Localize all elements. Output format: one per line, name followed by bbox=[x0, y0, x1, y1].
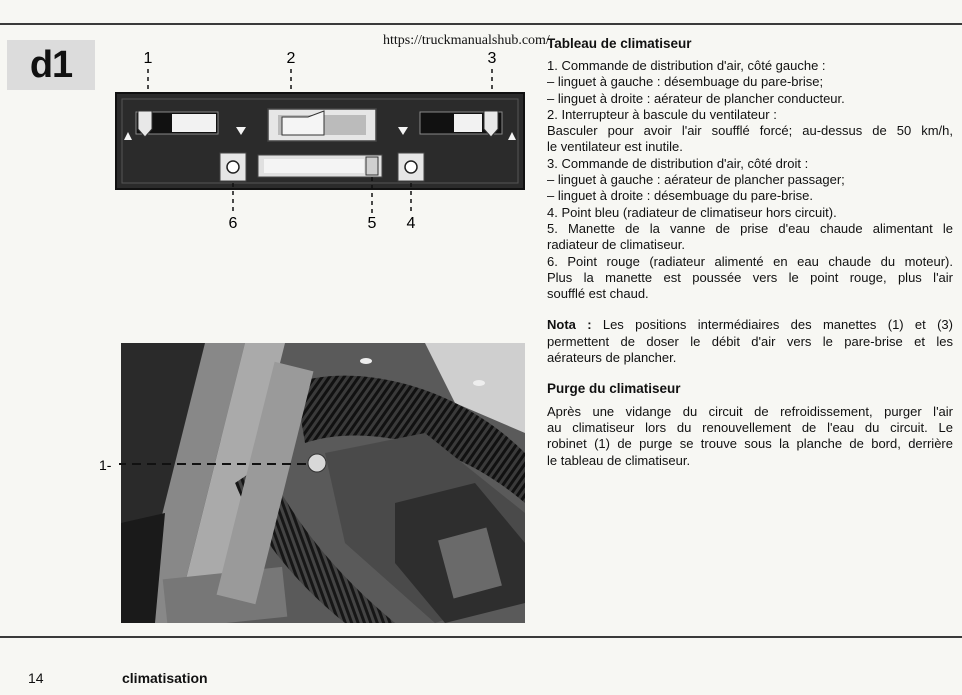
water-valve-lever bbox=[366, 157, 378, 175]
description-line: – linguet à droite : aérateur de plancher conducteur. bbox=[547, 90, 845, 106]
description-line: Basculer pour avoir l'air soufflé forcé; au-dessus de 50 km/h, bbox=[547, 123, 953, 139]
callout-4: 4 bbox=[406, 215, 416, 232]
description-line: – linguet à gauche : désembuage du pare-brise; bbox=[547, 74, 824, 90]
source-url[interactable]: https://truckmanualshub.com/ bbox=[383, 33, 550, 48]
section-tab: d1 bbox=[7, 40, 95, 90]
callout-6: 6 bbox=[228, 215, 238, 232]
description-line: soufflé est chaud. bbox=[547, 286, 649, 302]
ducting-photo bbox=[95, 343, 525, 623]
purge-title: Purge du climatiseur bbox=[547, 381, 681, 397]
description-line: 4. Point bleu (radiateur de climatiseur hors circuit). bbox=[547, 204, 837, 220]
text-column bbox=[547, 58, 953, 469]
purge-line: au climatiseur lors du renouvellement de l'eau du circuit. Le bbox=[547, 419, 953, 435]
purge-block bbox=[547, 404, 953, 469]
description-line: Plus la manette est poussée vers le point rouge, plus l'air bbox=[547, 269, 953, 285]
nota-label: Nota : bbox=[547, 317, 592, 333]
nota-text: Les positions intermédiaires des manettes (1) et (3) bbox=[602, 317, 953, 333]
nota-line: permettent de doser le débit d'air vers le pare-brise et les bbox=[547, 333, 953, 349]
chapter-title: climatisation bbox=[122, 670, 208, 686]
purge-line: le tableau de climatiseur. bbox=[547, 452, 691, 468]
page-title: Tableau de climatiseur bbox=[547, 36, 692, 51]
callout-1: 1 bbox=[143, 50, 153, 67]
nota-line bbox=[547, 317, 953, 333]
description-list bbox=[547, 58, 953, 302]
callout-5: 5 bbox=[367, 215, 377, 232]
purge-line: Après une vidange du circuit de refroidissement, purger l'air bbox=[547, 403, 953, 419]
nota-line: aérateurs de plancher. bbox=[547, 350, 677, 366]
top-rule bbox=[0, 23, 962, 25]
callout-2: 2 bbox=[286, 50, 296, 67]
purge-line: robinet (1) de purge se trouve sous la planche de bord, derrière bbox=[547, 436, 953, 452]
control-panel-diagram bbox=[110, 45, 530, 235]
description-line: 6. Point rouge (radiateur alimenté en eau chaude du moteur). bbox=[547, 253, 953, 269]
nota-block bbox=[547, 317, 953, 366]
photo-callout-1: 1- bbox=[99, 457, 112, 473]
description-line: le ventilateur est inutile. bbox=[547, 139, 683, 155]
description-line: 1. Commande de distribution d'air, côté gauche : bbox=[547, 58, 826, 73]
description-line: radiateur de climatiseur. bbox=[547, 237, 686, 253]
description-line: 3. Commande de distribution d'air, côté droit : bbox=[547, 155, 809, 171]
description-line: – linguet à droite : désembuage du pare-brise. bbox=[547, 188, 813, 204]
description-line: 2. Interrupteur à bascule du ventilateur : bbox=[547, 106, 777, 122]
description-line: 5. Manette de la vanne de prise d'eau chaude alimentant le bbox=[547, 220, 953, 236]
page-number: 14 bbox=[28, 670, 44, 686]
callout-3: 3 bbox=[487, 50, 497, 67]
description-line: – linguet à gauche : aérateur de plancher passager; bbox=[547, 172, 845, 188]
bottom-rule bbox=[0, 636, 962, 638]
